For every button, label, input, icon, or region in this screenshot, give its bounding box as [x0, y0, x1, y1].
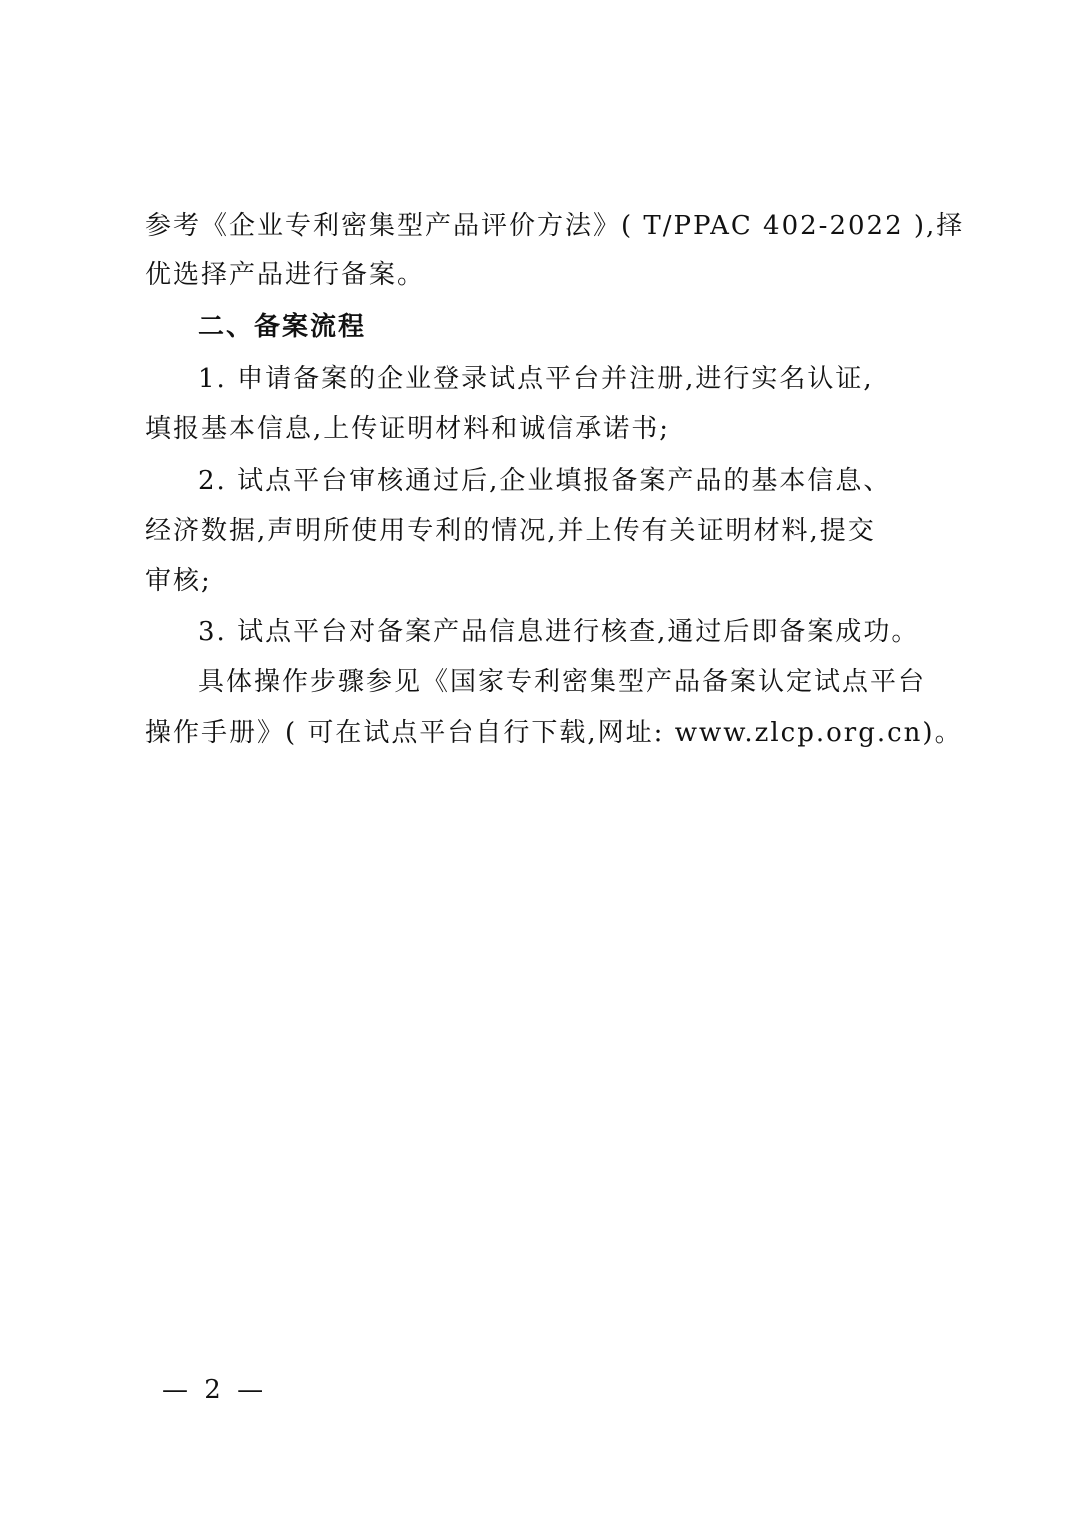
intro-line-2: 优选择产品进行备案。	[145, 260, 426, 290]
note-line-2: 操作手册》( 可在试点平台自行下载,网址: www.zlcp.org.cn)。	[145, 718, 963, 748]
step-2-line-3: 审核;	[145, 566, 212, 596]
note-line-1: 具体操作步骤参见《国家专利密集型产品备案认定试点平台	[198, 667, 927, 697]
step-2-line-2: 经济数据,声明所使用专利的情况,并上传有关证明材料,提交	[145, 516, 876, 546]
step-3-line-1: 3. 试点平台对备案产品信息进行核查,通过后即备案成功。	[198, 617, 920, 647]
step-1-line-2: 填报基本信息,上传证明材料和诚信承诺书;	[145, 414, 671, 444]
section-heading: 二、备案流程	[198, 312, 367, 342]
step-1-line-1: 1. 申请备案的企业登录试点平台并注册,进行实名认证,	[198, 364, 874, 394]
page-number: — 2 —	[162, 1375, 268, 1405]
intro-line-1: 参考《企业专利密集型产品评价方法》( T/PPAC 402-2022 ),择	[145, 211, 965, 241]
step-2-line-1: 2. 试点平台审核通过后,企业填报备案产品的基本信息、	[198, 466, 892, 496]
